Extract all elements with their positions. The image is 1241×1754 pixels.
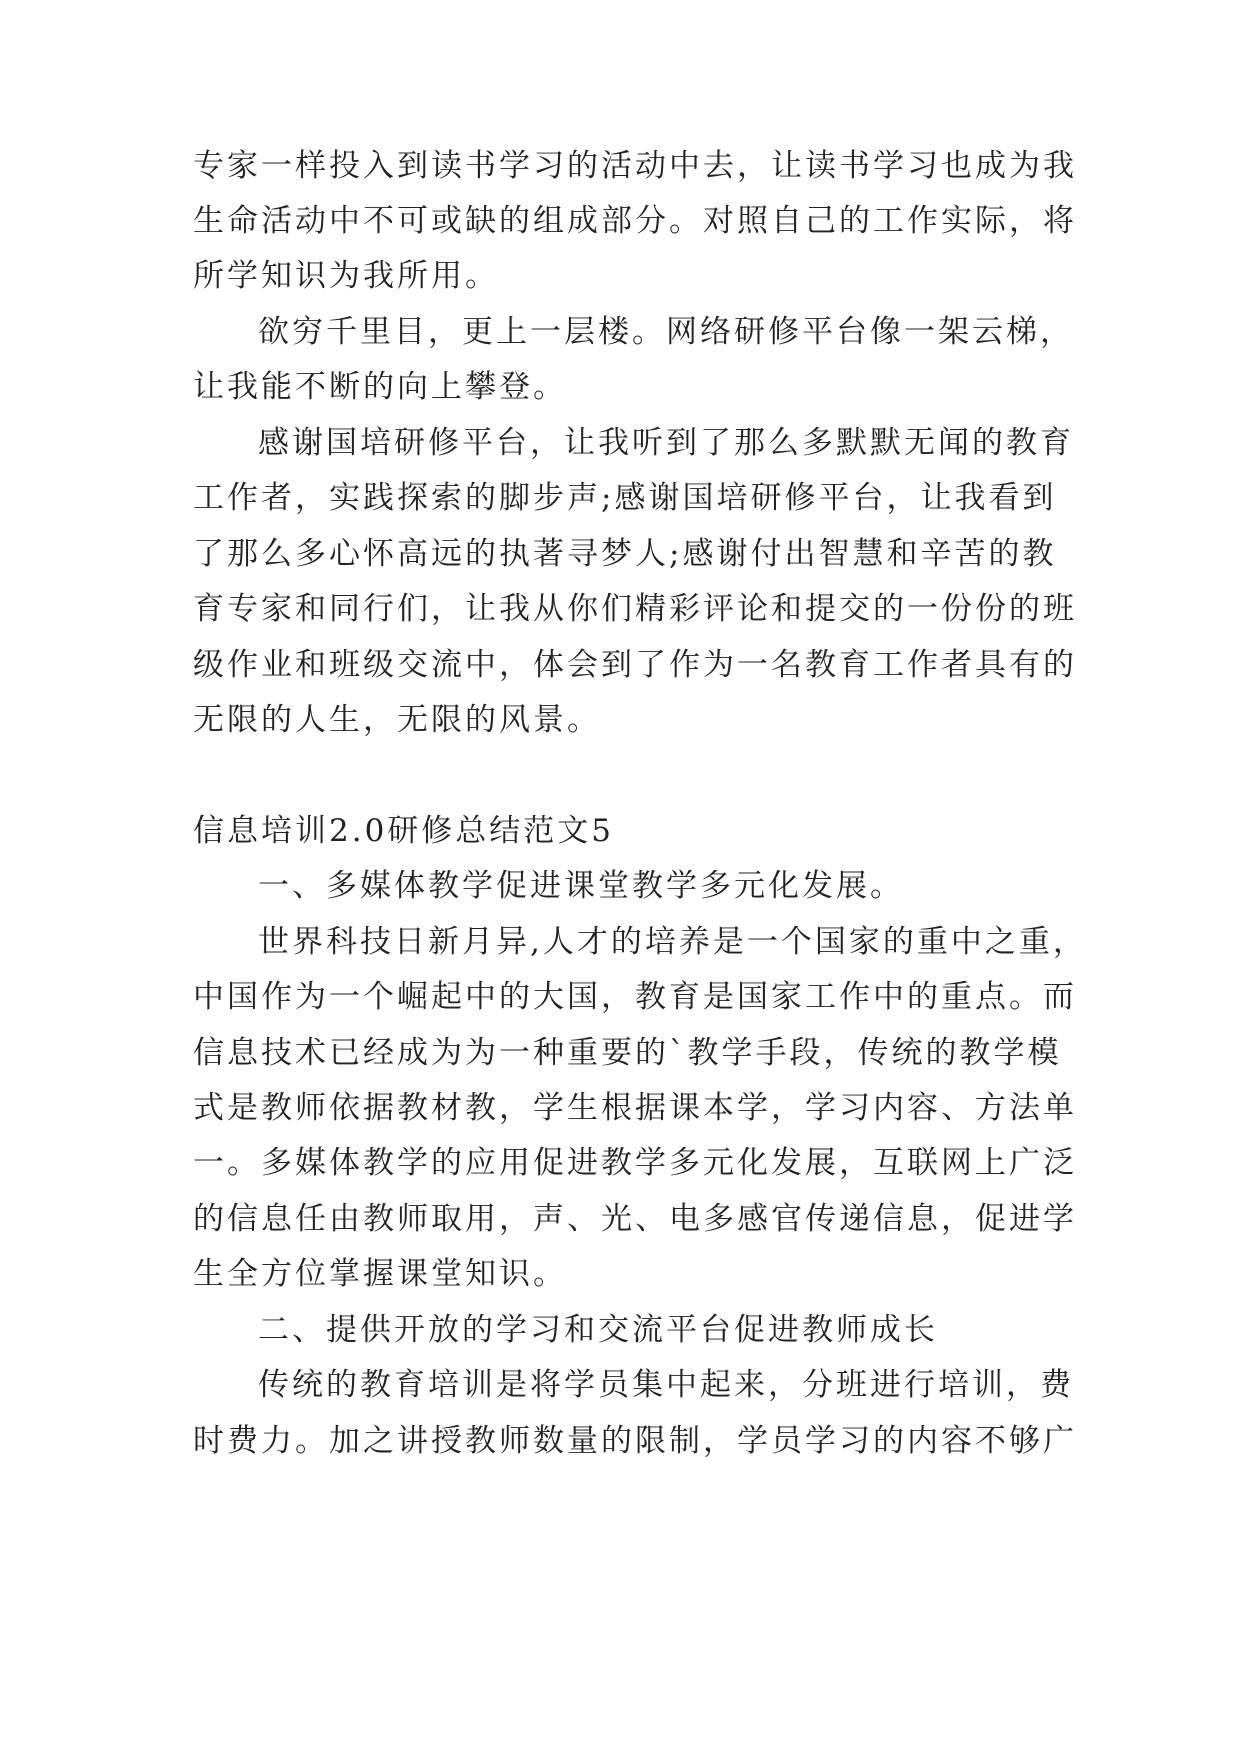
body-line: 传统的教育培训是将学员集中起来，分班进行培训，费 — [258, 1367, 1074, 1403]
body-line: 感谢国培研修平台，让我听到了那么多默默无闻的教育 — [258, 425, 1074, 461]
body-line: 时费力。加之讲授教师数量的限制，学员学习的内容不够广 — [193, 1423, 1077, 1459]
body-line: 工作者，实践探索的脚步声;感谢国培研修平台，让我看到 — [193, 480, 1057, 516]
body-line: 信息技术已经成为为一种重要的`教学手段，传统的教学模 — [193, 1035, 1062, 1071]
subheading: 一、多媒体教学促进课堂教学多元化发展。 — [258, 868, 904, 904]
body-line: 欲穷千里目，更上一层楼。网络研修平台像一架云梯， — [258, 314, 1074, 350]
body-line: 的信息任由教师取用，声、光、电多感官传递信息，促进学 — [193, 1201, 1077, 1237]
section-heading: 信息培训2.0研修总结范文5 — [193, 813, 615, 849]
body-line: 育专家和同行们，让我从你们精彩评论和提交的一份份的班 — [193, 591, 1077, 627]
body-line: 无限的人生，无限的风景。 — [193, 702, 601, 738]
body-line: 级作业和班级交流中，体会到了作为一名教育工作者具有的 — [193, 647, 1077, 683]
body-line: 中国作为一个崛起中的大国，教育是国家工作中的重点。而 — [193, 979, 1077, 1015]
body-line: 生全方位掌握课堂知识。 — [193, 1256, 567, 1292]
body-line: 专家一样投入到读书学习的活动中去，让读书学习也成为我 — [193, 148, 1077, 184]
subheading: 二、提供开放的学习和交流平台促进教师成长 — [258, 1312, 938, 1348]
body-line: 了那么多心怀高远的执著寻梦人;感谢付出智慧和辛苦的教 — [193, 536, 1057, 572]
body-line: 生命活动中不可或缺的组成部分。对照自己的工作实际，将 — [193, 203, 1077, 239]
body-line: 让我能不断的向上攀登。 — [193, 369, 567, 405]
body-line: 式是教师依据教材教，学生根据课本学，学习内容、方法单 — [193, 1090, 1077, 1126]
body-line: 所学知识为我所用。 — [193, 258, 499, 294]
body-line: 世界科技日新月异,人才的培养是一个国家的重中之重， — [258, 924, 1087, 960]
body-line: 一。多媒体教学的应用促进教学多元化发展，互联网上广泛 — [193, 1145, 1077, 1181]
